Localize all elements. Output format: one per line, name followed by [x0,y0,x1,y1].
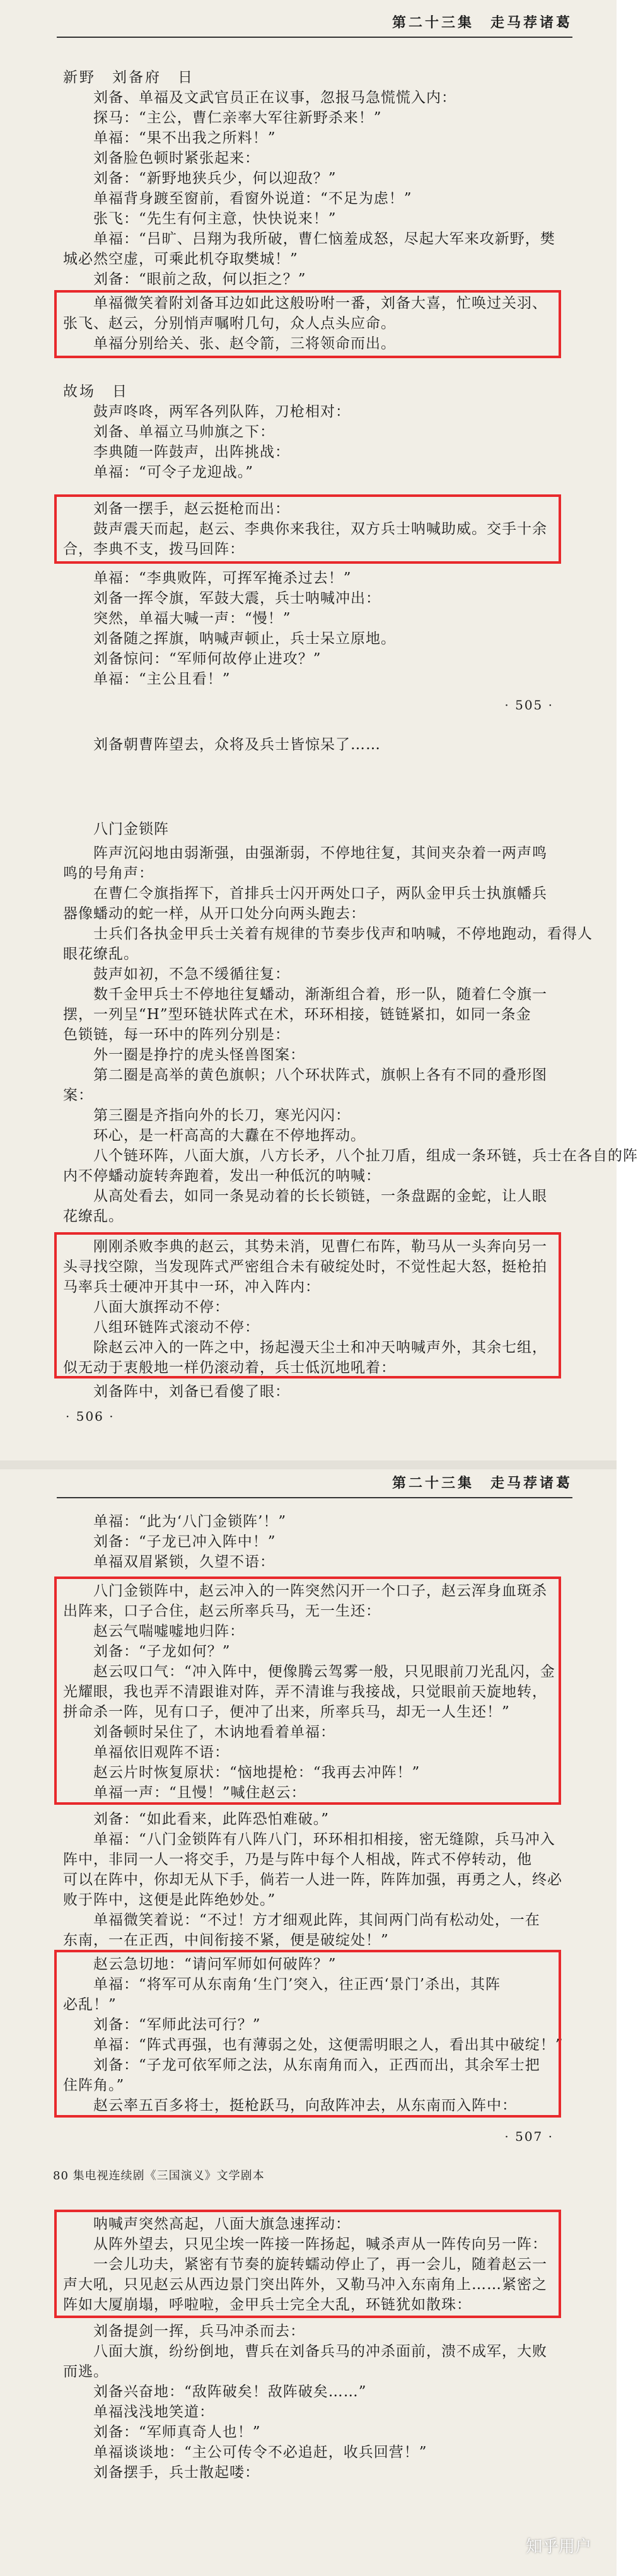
text-line: 似无动于衷般地一样仍滚动着，兵士低沉地吼着： [63,1360,396,1376]
text-line: 刘备一摆手，赵云挺枪而出： [93,501,290,517]
text-line: 败于阵中，这便是此阵绝妙处。” [63,1892,276,1908]
text-line: 刘备：“新野地狭兵少，何以迎敌？” [93,170,337,187]
text-line: 除赵云冲入的一阵之中，扬起漫天尘土和冲天呐喊声外，其余七组， [93,1339,547,1356]
page-separator [0,1460,617,1469]
text-line: 刚刚杀败李典的赵云，其势未消，见曹仁布阵，勒马从一头奔向另一 [93,1238,547,1255]
text-line: 声大吼，只见赵云从西边景门突出阵外，又勒马冲入东南角上……紧密之 [63,2276,547,2293]
text-line: 八面大旗挥动不停： [93,1299,229,1315]
text-line: 八门金锁阵中，赵云冲入的一阵突然闪开一个口子，赵云浑身血斑杀 [93,1583,547,1599]
text-line: 鼓声咚咚，两军各列队阵，刀枪相对： [93,404,351,420]
text-line: 单福：“将军可从东南角‘生门’突入，往正西‘景门’杀出，其阵 [93,1976,501,1993]
text-line: 单福：“果不出我之所料！” [93,130,276,146]
text-line: 刘备：“子龙如何？” [93,1643,231,1660]
page-number: · 506 · [66,1409,115,1424]
text-line: 刘备：“军师真奇人也！” [93,2424,261,2440]
scene-heading: 故场 日 [63,383,129,400]
text-line: 刘备兴奋地：“敌阵破矣！敌阵破矣……” [93,2384,367,2400]
text-line: 单福背身踱至窗前，看窗外说道：“不足为虑！” [93,190,412,207]
text-line: 必乱！” [63,1996,117,2013]
page-header: 第二十三集 走马荐诸葛 [57,1469,572,1498]
text-line: 刘备：“眼前之敌，何以拒之？” [93,271,306,288]
text-line: 士兵们各执金甲兵士关着有规律的节奏步伐声和呐喊，不停地跑动，看得人 [93,926,593,942]
text-line: 突然，单福大喊一声：“慢！” [93,610,291,627]
page-header: 第二十三集 走马荐诸葛 [57,9,572,38]
scene-heading: 新野 刘备府 日 [63,69,194,86]
text-line: 而逃。 [63,2363,108,2380]
text-line: 刘备阵中，刘备已看傻了眼： [93,1384,290,1400]
text-line: 单福微笑着说：“不过！方才细观此阵，其间两门尚有松动处，一在 [93,1912,540,1928]
text-line: 内不停蟠动旋转奔跑着，发出一种低沉的呐喊： [63,1168,381,1184]
text-line: 案： [63,1087,93,1104]
text-line: 城必然空虚，可乘此机夺取樊城！” [63,251,298,267]
text-line: 单福：“阵式再强，也有薄弱之处，这便需明眼之人，看出其中破绽！” [93,2037,564,2053]
text-line: 刘备：“子龙可依军师之法，从东南角而入，正西而出，其余军士把 [93,2057,540,2073]
text-line: 刘备、单福立马帅旗之下： [93,424,275,440]
text-line: 单福：“李典败阵，可挥军掩杀过去！” [93,570,352,586]
text-line: 在曹仁令旗指挥下，首排兵士闪开两处口子，两队金甲兵士执旗幡兵 [93,885,547,902]
page-number: · 507 · [504,2129,554,2144]
text-line: 刘备顿时呆住了，木讷地看着单福： [93,1724,335,1740]
text-line: 赵云率五百多将士，挺枪跃马，向敌阵冲去，从东南而入阵中： [93,2097,517,2114]
watermark: 知乎用户 [525,2538,591,2556]
text-line: 从阵外望去，只见尘埃一阵接一阵扬起，喊杀声从一阵传向另一阵： [93,2236,547,2253]
text-line: 单福：“吕旷、吕翔为我所破，曹仁恼羞成怒，尽起大军来攻新野，樊 [93,231,555,247]
text-line: 刘备提剑一挥，兵马冲杀而去： [93,2323,305,2340]
text-line: 住阵角。” [63,2077,125,2094]
text-line: 阵如大厦崩塌，呼啦啦，金甲兵士完全大乱，环链犹如散珠： [63,2297,472,2313]
text-line: 张飞：“先生有何主意，快快说来！” [93,211,337,227]
text-line: 赵云片时恢复原状：“恼地提枪：“我再去冲阵！” [93,1764,420,1781]
text-line: 李典随一阵鼓声，出阵挑战： [93,444,290,460]
text-line: 可以在阵中，你却无从下手，倘若一人进一阵，阵阵加强，再勇之人，终必 [63,1872,562,1888]
text-line: 刘备：“军师此法可行？” [93,2017,261,2033]
text-line: 马率兵士硬冲开其中一环，冲入阵内： [63,1279,320,1295]
text-line: 单福：“可令子龙迎战。” [93,464,254,481]
text-line: 花缭乱。 [63,1208,124,1225]
text-line: 阵中，非同一人一将交手，乃是与阵中每个人相战，阵式不停转动，他 [63,1851,532,1868]
text-line: 外一圈是挣拧的虎头怪兽图案： [93,1047,305,1063]
text-line: 赵云气喘嘘嘘地归阵： [93,1623,245,1640]
text-line: 张飞、赵云，分别悄声嘱咐几句，众人点头应命。 [63,315,396,332]
text-line: 单福微笑着附刘备耳边如此这般吩咐一番，刘备大喜，忙唤过关羽、 [93,295,547,312]
text-line: 器像蟠动的蛇一样，从开口处分向两头跑去： [63,906,366,922]
text-line: 鼓声如初，不急不缓循往复： [93,966,290,982]
text-line: 刘备随之挥旗，呐喊声顿止，兵士呆立原地。 [93,631,396,647]
text-line: 单福浅浅地笑道： [93,2404,214,2420]
text-line: 单福分别给关、张、赵令箭，三将领命而出。 [93,335,396,352]
text-line: 呐喊声突然高起，八面大旗急速挥动： [93,2216,351,2232]
text-line: 鸣的号角声： [63,865,154,882]
page-number: · 505 · [504,697,554,713]
text-line: 刘备、单福及文武官员正在议事，忽报马急慌慌入内： [93,90,456,106]
text-line: 从高处看去，如同一条晃动着的长长锁链，一条盘踞的金蛇，让人眼 [93,1188,547,1204]
book-page-2 [0,1469,617,2576]
text-line: 单福依旧观阵不语： [93,1744,229,1761]
text-line: 刘备朝曹阵望去，众将及兵士皆惊呆了…… [93,737,381,753]
text-line: 鼓声震天而起，赵云、李典你来我往，双方兵士呐喊助威。交手十余 [93,521,547,537]
section-title: 八门金锁阵 [93,821,169,837]
text-line: 赵云急切地：“请问军师如何破阵？” [93,1956,337,1973]
text-line: 单福谈谈地：“主公可传令不必追赶，收兵回营！” [93,2444,427,2461]
text-line: 眼花缭乱。 [63,946,139,962]
text-line: 单福一声：“且慢！”喊住赵云： [93,1785,306,1801]
text-line: 数千金甲兵士不停地往复蟠动，渐渐组合着，形一队，随着仁令旗一 [93,986,547,1003]
text-line: 一会儿功夫，紧密有节奏的旋转蠕动停止了，再一会儿，随着赵云一 [93,2256,547,2273]
text-line: 光耀眼，我也弄不清跟谁对阵，弄不清谁与我接战，只觉眼前天旋地转， [63,1684,547,1700]
text-line: 刘备：“如此看来，此阵恐怕难破。” [93,1811,330,1827]
text-line: 刘备惊问：“军师何故停止进攻？” [93,651,322,667]
text-line: 合，李典不支，拨马回阵： [63,541,245,557]
book-footer: 80 集电视连续剧《三国演义》文学剧本 [53,2169,265,2183]
text-line: 出阵来，口子合住，赵云所率兵马，无一生还： [63,1603,381,1619]
text-line: 刘备：“子龙已冲入阵中！” [93,1534,276,1550]
text-line: 八组环链阵式滚动不停： [93,1319,260,1336]
text-line: 八面大旗，纷纷倒地，曹兵在刘备兵马的冲杀面前，溃不成军，大败 [93,2343,547,2360]
text-line: 刘备脸色顿时紧张起来： [93,150,260,166]
text-line: 单福：“此为‘八门金锁阵’！” [93,1513,287,1530]
text-line: 单福双眉紧锁，久望不语： [93,1554,275,1570]
text-line: 刘备摆手，兵士散起喽： [93,2464,260,2481]
text-line: 第二圈是高举的黄色旗帜；八个环状阵式，旗帜上各有不同的叠形图 [93,1067,547,1083]
text-line: 拼命杀一阵，见有口子，便冲了出来，所率兵马，却无一人生还！” [63,1704,510,1720]
text-line: 单福：“八门金锁阵有八阵八门，环环相扣相接，密无缝隙，兵马冲入 [93,1831,555,1848]
text-line: 刘备一挥令旗，军鼓大震，兵士呐喊冲出： [93,590,381,607]
text-line: 探马：“主公，曹仁亲率大军往新野杀来！” [93,110,382,126]
text-line: 阵声沉闷地由弱渐强，由强渐弱，不停地往复，其间夹杂着一两声鸣 [93,845,547,861]
text-line: 东南，一在正西，中间衔接不紧，便是破绽处！” [63,1932,389,1949]
text-line: 第三圈是齐指向外的长刀，寒光闪闪： [93,1107,351,1124]
text-line: 摆，一列呈“H”型环链状阵式在术，环环相接，链链紧扣，如同一条金 [63,1006,531,1023]
text-line: 八个链环阵，八面大旗，八方长矛，八个扯刀盾，组成一条环链，兵士在各自的阵 [93,1148,638,1164]
text-line: 赵云叹口气：“冲入阵中，便像腾云驾雾一般，只见眼前刀光乱闪，金 [93,1664,555,1680]
text-line: 头寻找空隙，当发现阵式严密组合未有破绽处时，不觉性起大怒，挺枪拍 [63,1259,547,1275]
text-line: 色锁链，每一环中的阵列分别是： [63,1027,290,1043]
text-line: 单福：“主公且看！” [93,671,231,687]
text-line: 环心，是一杆高高的大纛在不停地挥动。 [93,1128,366,1144]
